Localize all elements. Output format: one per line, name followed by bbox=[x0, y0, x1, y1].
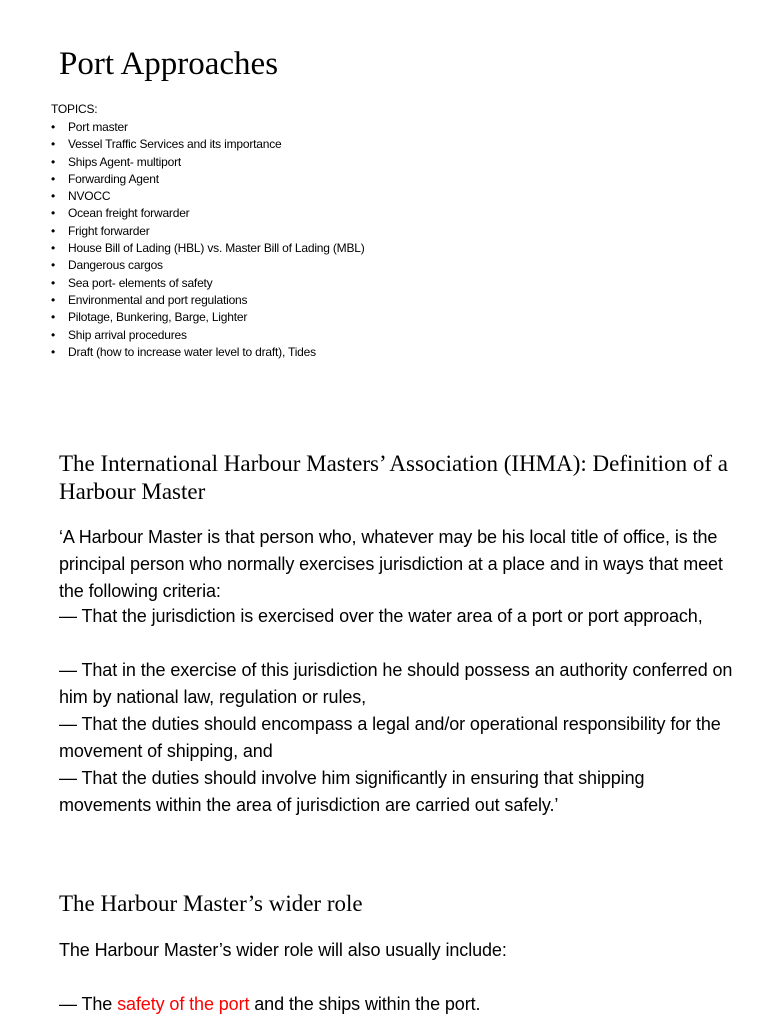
safety-highlight: safety of the port bbox=[117, 994, 250, 1014]
topic-label: Ship arrival procedures bbox=[68, 327, 187, 342]
bullet-icon: • bbox=[51, 275, 56, 290]
topic-label: Dangerous cargos bbox=[68, 258, 163, 273]
bullet-icon: • bbox=[51, 137, 56, 152]
ihma-criterion: — That in the exercise of this jurisdiction he should possess an authority conferred on him by national law, regulation or rules, bbox=[59, 660, 733, 707]
topic-label: Forwarding Agent bbox=[68, 171, 159, 186]
topic-item bbox=[51, 240, 365, 257]
bullet-icon: • bbox=[51, 206, 56, 221]
topic-item bbox=[51, 119, 365, 136]
bullet-icon: • bbox=[51, 223, 56, 238]
wider-role-intro: The Harbour Master’s wider role will also usually include: bbox=[59, 940, 507, 960]
topic-item bbox=[51, 292, 365, 309]
bullet-icon: • bbox=[51, 344, 56, 359]
ihma-criterion: — That the duties should encompass a legal and/or operational responsibility for the movement of shipping, and bbox=[59, 714, 721, 761]
topic-item bbox=[51, 344, 365, 361]
topic-label: Ships Agent- multiport bbox=[68, 154, 181, 169]
topic-label: Port master bbox=[68, 120, 128, 134]
bullet-icon: • bbox=[51, 120, 56, 134]
wider-role-item-prefix: — The bbox=[59, 994, 118, 1014]
topic-item bbox=[51, 205, 365, 222]
topic-label: Environmental and port regulations bbox=[68, 292, 248, 307]
topic-item bbox=[51, 275, 365, 292]
topic-item bbox=[51, 154, 365, 171]
topic-item bbox=[51, 257, 365, 274]
ihma-criterion: — That the duties should involve him significantly in ensuring that shipping movements within the area of jurisdiction are carried out safely.’ bbox=[59, 768, 645, 815]
bullet-icon: • bbox=[51, 310, 56, 325]
topic-label: Vessel Traffic Services and its importance bbox=[68, 137, 282, 152]
topic-label: House Bill of Lading (HBL) vs. Master Bill of Lading (MBL) bbox=[68, 241, 365, 256]
bullet-icon: • bbox=[51, 241, 56, 256]
page-title: Port Approaches bbox=[59, 46, 279, 82]
bullet-icon: • bbox=[51, 171, 56, 186]
topic-item bbox=[51, 171, 365, 188]
topics-label: TOPICS: bbox=[51, 102, 98, 116]
topic-label: Fright forwarder bbox=[68, 223, 150, 238]
topic-item bbox=[51, 223, 365, 240]
topic-label: Pilotage, Bunkering, Barge, Lighter bbox=[68, 310, 248, 325]
bullet-icon: • bbox=[51, 327, 56, 342]
topic-label: Ocean freight forwarder bbox=[68, 206, 190, 221]
bullet-icon: • bbox=[51, 258, 56, 273]
topics-list bbox=[51, 119, 365, 361]
bullet-icon: • bbox=[51, 189, 56, 204]
wider-role-item bbox=[59, 991, 739, 1018]
topic-item bbox=[51, 327, 365, 344]
topic-item bbox=[51, 136, 365, 153]
wider-role-heading: The Harbour Master’s wider role bbox=[59, 891, 363, 916]
bullet-icon: • bbox=[51, 292, 56, 307]
topic-label: Sea port- elements of safety bbox=[68, 275, 213, 290]
wider-role-item-suffix: and the ships within the port. bbox=[249, 994, 481, 1014]
ihma-heading: The International Harbour Masters’ Association (IHMA): Definition of a Harbour Master bbox=[59, 451, 728, 504]
topic-item bbox=[51, 309, 365, 326]
bullet-icon: • bbox=[51, 154, 56, 169]
topic-item bbox=[51, 188, 365, 205]
topic-label: NVOCC bbox=[68, 189, 111, 204]
topic-label: Draft (how to increase water level to draft), Tides bbox=[68, 344, 316, 359]
ihma-criterion: — That the jurisdiction is exercised over the water area of a port or port approach, bbox=[59, 606, 703, 626]
ihma-definition-intro: ‘A Harbour Master is that person who, whatever may be his local title of office, is the principal person who normally exercises jurisdiction at a place and in ways that meet the following criteria: bbox=[59, 527, 723, 601]
